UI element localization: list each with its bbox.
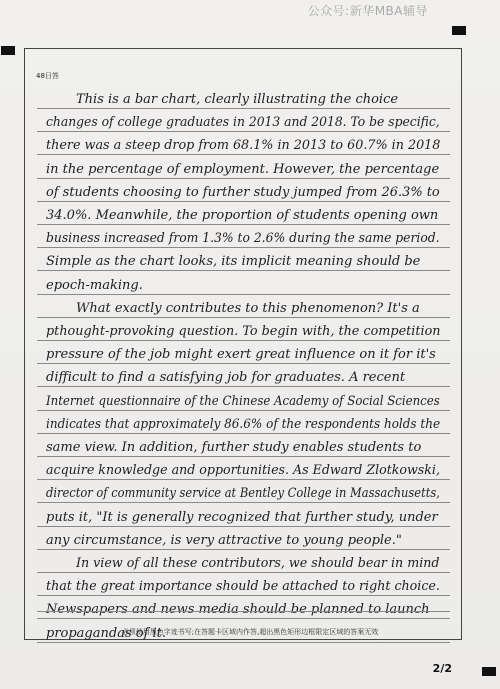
essay-line: 34.0%. Meanwhile, the proportion of students opening own — [46, 208, 439, 223]
ruled-line — [37, 294, 450, 295]
essay-line: in the percentage of employment. However, the percentage — [46, 161, 440, 177]
essay-line: propagandas of it. — [46, 625, 167, 641]
essay-line: epoch-making. — [46, 277, 143, 293]
alignment-mark-top-right — [452, 26, 466, 35]
alignment-mark-top-left — [1, 46, 15, 55]
essay-line: pressure of the job might exert great influence on it for it's — [46, 347, 436, 363]
ruled-line — [37, 317, 450, 318]
essay-line: In view of all these contributors, we should bear in mind — [76, 556, 440, 571]
ruled-line — [37, 131, 450, 132]
essay-line: of students choosing to further study jumped from 26.3% to — [46, 184, 440, 200]
essay-line: Simple as the chart looks, its implicit meaning should be — [46, 254, 421, 270]
section-label: 48日答 — [36, 72, 59, 80]
essay-line: acquire knowledge and opportunities. As Edward Zlotkowski, — [46, 463, 440, 479]
essay-line: What exactly contributes to this phenomenon? It's a — [76, 300, 420, 316]
ruled-line — [37, 108, 450, 109]
essay-line: there was a steep drop from 68.1% in 2013 to 60.7% in 2018 — [46, 138, 441, 154]
ruled-line — [37, 642, 450, 643]
ruled-line — [37, 618, 450, 619]
ruled-line — [37, 224, 450, 225]
bottom-rule — [37, 611, 450, 612]
answer-area-frame — [24, 48, 462, 640]
essay-line: indicates that approximately 86.6% of the respondents holds the — [46, 416, 441, 432]
ruled-line — [37, 178, 450, 179]
ruled-line — [37, 247, 450, 248]
ruled-line — [37, 549, 450, 550]
page-number: 2/2 — [432, 662, 452, 675]
ruled-line — [37, 456, 450, 457]
ruled-line — [37, 433, 450, 434]
watermark: 公众号:新华MBA辅导 — [307, 4, 428, 18]
ruled-line — [37, 201, 450, 202]
ruled-line — [37, 479, 450, 480]
ruled-line — [37, 410, 450, 411]
answer-instruction: 必须使用黑色字迹书写;在答题卡区域内作答,超出黑色矩形边框限定区域的答案无效 — [121, 628, 379, 636]
essay-line: business increased from 1.3% to 2.6% during the same period. — [46, 231, 440, 247]
essay-line: This is a bar chart, clearly illustrating the choice — [76, 92, 399, 107]
alignment-mark-bottom-right — [482, 667, 496, 676]
essay-line: that the great importance should be attached to right choice. — [46, 579, 440, 595]
essay-line: Newspapers and news media should be planned to launch — [46, 602, 430, 618]
essay-line: same view. In addition, further study enables students to — [46, 440, 422, 455]
ruled-line — [37, 595, 450, 596]
ruled-line — [37, 526, 450, 527]
ruled-line — [37, 340, 450, 341]
ruled-line — [37, 154, 450, 155]
essay-line: Internet questionnaire of the Chinese Academy of Social Sciences — [46, 393, 440, 409]
essay-line: difficult to find a satisfying job for graduates. A recent — [46, 370, 406, 386]
ruled-line — [37, 386, 450, 387]
essay-line: pthought-provoking question. To begin with, the competition — [46, 324, 441, 339]
ruled-line — [37, 572, 450, 573]
ruled-line — [37, 363, 450, 364]
essay-line: puts it, "It is generally recognized that further study, under — [46, 509, 438, 525]
essay-line: changes of college graduates in 2013 and 2018. To be specific, — [46, 115, 440, 131]
essay-line: director of community service at Bentley College in Massachusetts, — [46, 486, 440, 502]
ruled-line — [37, 502, 450, 503]
essay-line: any circumstance, is very attractive to young people." — [46, 532, 402, 548]
ruled-line — [37, 270, 450, 271]
